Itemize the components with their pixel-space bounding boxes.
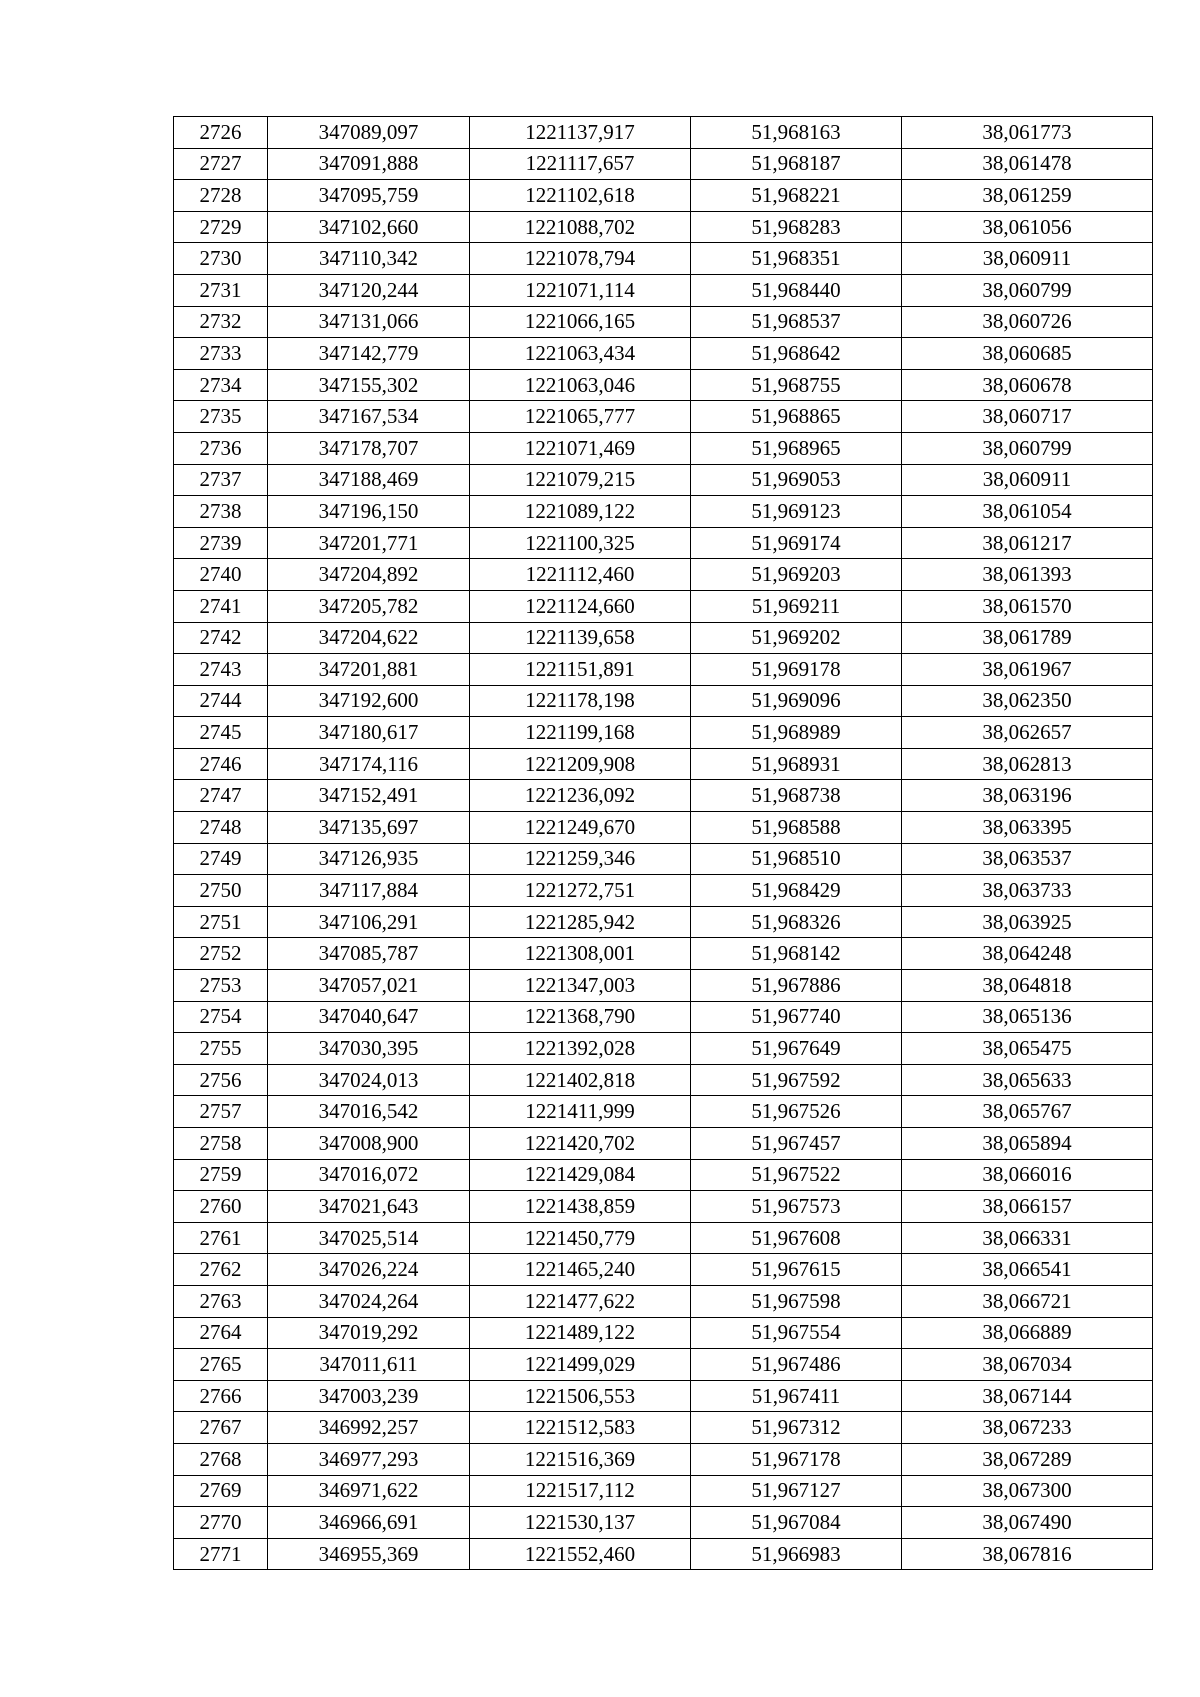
table-row <box>174 369 1153 401</box>
latitude-cell: 51,969202 <box>691 622 902 654</box>
coord-x-cell: 347089,097 <box>268 117 470 149</box>
longitude-cell: 38,064818 <box>902 970 1153 1002</box>
latitude-cell: 51,968755 <box>691 369 902 401</box>
table-row <box>174 654 1153 686</box>
table-row <box>174 243 1153 275</box>
longitude-cell: 38,061789 <box>902 622 1153 654</box>
coord-x-cell: 347110,342 <box>268 243 470 275</box>
longitude-cell: 38,066541 <box>902 1254 1153 1286</box>
coord-x-cell: 347178,707 <box>268 432 470 464</box>
point-number-cell: 2758 <box>174 1128 268 1160</box>
table-row <box>174 1064 1153 1096</box>
coord-x-cell: 347024,013 <box>268 1064 470 1096</box>
point-number-cell: 2762 <box>174 1254 268 1286</box>
point-number-cell: 2726 <box>174 117 268 149</box>
latitude-cell: 51,966983 <box>691 1538 902 1570</box>
table-row <box>174 1159 1153 1191</box>
table-row <box>174 748 1153 780</box>
latitude-cell: 51,967522 <box>691 1159 902 1191</box>
point-number-cell: 2729 <box>174 211 268 243</box>
longitude-cell: 38,065633 <box>902 1064 1153 1096</box>
point-number-cell: 2727 <box>174 148 268 180</box>
latitude-cell: 51,968187 <box>691 148 902 180</box>
table-row <box>174 1443 1153 1475</box>
coord-x-cell: 347126,935 <box>268 843 470 875</box>
point-number-cell: 2749 <box>174 843 268 875</box>
longitude-cell: 38,060911 <box>902 464 1153 496</box>
point-number-cell: 2760 <box>174 1191 268 1223</box>
longitude-cell: 38,063395 <box>902 812 1153 844</box>
longitude-cell: 38,065136 <box>902 1001 1153 1033</box>
table-row <box>174 1096 1153 1128</box>
coord-y-cell: 1221249,670 <box>470 812 691 844</box>
point-number-cell: 2737 <box>174 464 268 496</box>
longitude-cell: 38,065475 <box>902 1033 1153 1065</box>
longitude-cell: 38,062350 <box>902 685 1153 717</box>
point-number-cell: 2757 <box>174 1096 268 1128</box>
latitude-cell: 51,967411 <box>691 1380 902 1412</box>
latitude-cell: 51,967886 <box>691 970 902 1002</box>
longitude-cell: 38,060678 <box>902 369 1153 401</box>
table-row <box>174 1254 1153 1286</box>
coord-x-cell: 346977,293 <box>268 1443 470 1475</box>
longitude-cell: 38,061478 <box>902 148 1153 180</box>
point-number-cell: 2768 <box>174 1443 268 1475</box>
coord-y-cell: 1221066,165 <box>470 306 691 338</box>
coord-x-cell: 347019,292 <box>268 1317 470 1349</box>
coord-y-cell: 1221347,003 <box>470 970 691 1002</box>
coord-x-cell: 347117,884 <box>268 875 470 907</box>
coord-y-cell: 1221079,215 <box>470 464 691 496</box>
latitude-cell: 51,967526 <box>691 1096 902 1128</box>
longitude-cell: 38,064248 <box>902 938 1153 970</box>
coord-x-cell: 347024,264 <box>268 1285 470 1317</box>
coord-x-cell: 347192,600 <box>268 685 470 717</box>
coord-y-cell: 1221392,028 <box>470 1033 691 1065</box>
latitude-cell: 51,968965 <box>691 432 902 464</box>
longitude-cell: 38,067034 <box>902 1349 1153 1381</box>
point-number-cell: 2752 <box>174 938 268 970</box>
latitude-cell: 51,967649 <box>691 1033 902 1065</box>
longitude-cell: 38,063537 <box>902 843 1153 875</box>
table-row <box>174 464 1153 496</box>
longitude-cell: 38,067490 <box>902 1507 1153 1539</box>
table-row <box>174 1285 1153 1317</box>
table-row <box>174 812 1153 844</box>
point-number-cell: 2766 <box>174 1380 268 1412</box>
coord-y-cell: 1221112,460 <box>470 559 691 591</box>
point-number-cell: 2750 <box>174 875 268 907</box>
latitude-cell: 51,968163 <box>691 117 902 149</box>
coord-x-cell: 347003,239 <box>268 1380 470 1412</box>
coord-x-cell: 347180,617 <box>268 717 470 749</box>
latitude-cell: 51,967127 <box>691 1475 902 1507</box>
coord-y-cell: 1221499,029 <box>470 1349 691 1381</box>
latitude-cell: 51,969178 <box>691 654 902 686</box>
coord-x-cell: 347025,514 <box>268 1222 470 1254</box>
coord-y-cell: 1221071,469 <box>470 432 691 464</box>
coord-y-cell: 1221151,891 <box>470 654 691 686</box>
coord-x-cell: 347106,291 <box>268 906 470 938</box>
coord-y-cell: 1221552,460 <box>470 1538 691 1570</box>
coord-y-cell: 1221088,702 <box>470 211 691 243</box>
longitude-cell: 38,061054 <box>902 496 1153 528</box>
latitude-cell: 51,968142 <box>691 938 902 970</box>
coord-y-cell: 1221308,001 <box>470 938 691 970</box>
longitude-cell: 38,061773 <box>902 117 1153 149</box>
coord-x-cell: 347095,759 <box>268 180 470 212</box>
point-number-cell: 2769 <box>174 1475 268 1507</box>
longitude-cell: 38,061259 <box>902 180 1153 212</box>
table-row <box>174 117 1153 149</box>
coord-x-cell: 347135,697 <box>268 812 470 844</box>
point-number-cell: 2730 <box>174 243 268 275</box>
coord-x-cell: 347167,534 <box>268 401 470 433</box>
table-row <box>174 906 1153 938</box>
coord-x-cell: 347131,066 <box>268 306 470 338</box>
coord-y-cell: 1221512,583 <box>470 1412 691 1444</box>
coord-x-cell: 347040,647 <box>268 1001 470 1033</box>
longitude-cell: 38,060799 <box>902 432 1153 464</box>
coord-x-cell: 347188,469 <box>268 464 470 496</box>
coord-y-cell: 1221063,046 <box>470 369 691 401</box>
table-row <box>174 875 1153 907</box>
coord-x-cell: 347120,244 <box>268 274 470 306</box>
latitude-cell: 51,967598 <box>691 1285 902 1317</box>
coord-x-cell: 346971,622 <box>268 1475 470 1507</box>
longitude-cell: 38,063196 <box>902 780 1153 812</box>
latitude-cell: 51,968283 <box>691 211 902 243</box>
table-row <box>174 432 1153 464</box>
coord-y-cell: 1221516,369 <box>470 1443 691 1475</box>
table-row <box>174 306 1153 338</box>
point-number-cell: 2736 <box>174 432 268 464</box>
point-number-cell: 2741 <box>174 590 268 622</box>
latitude-cell: 51,969174 <box>691 527 902 559</box>
table-row <box>174 496 1153 528</box>
coord-x-cell: 347085,787 <box>268 938 470 970</box>
coord-x-cell: 347201,771 <box>268 527 470 559</box>
table-row <box>174 1222 1153 1254</box>
table-row <box>174 1380 1153 1412</box>
point-number-cell: 2744 <box>174 685 268 717</box>
table-row <box>174 1317 1153 1349</box>
table-row <box>174 180 1153 212</box>
coord-y-cell: 1221078,794 <box>470 243 691 275</box>
latitude-cell: 51,969203 <box>691 559 902 591</box>
coord-x-cell: 347021,643 <box>268 1191 470 1223</box>
latitude-cell: 51,967554 <box>691 1317 902 1349</box>
coord-x-cell: 347196,150 <box>268 496 470 528</box>
coord-y-cell: 1221438,859 <box>470 1191 691 1223</box>
point-number-cell: 2770 <box>174 1507 268 1539</box>
coord-x-cell: 347016,542 <box>268 1096 470 1128</box>
point-number-cell: 2739 <box>174 527 268 559</box>
coord-y-cell: 1221137,917 <box>470 117 691 149</box>
latitude-cell: 51,967486 <box>691 1349 902 1381</box>
coord-x-cell: 347026,224 <box>268 1254 470 1286</box>
longitude-cell: 38,067816 <box>902 1538 1153 1570</box>
latitude-cell: 51,968326 <box>691 906 902 938</box>
coord-y-cell: 1221259,346 <box>470 843 691 875</box>
coord-x-cell: 347057,021 <box>268 970 470 1002</box>
coord-x-cell: 347091,888 <box>268 148 470 180</box>
latitude-cell: 51,968351 <box>691 243 902 275</box>
longitude-cell: 38,060799 <box>902 274 1153 306</box>
point-number-cell: 2759 <box>174 1159 268 1191</box>
coord-x-cell: 346992,257 <box>268 1412 470 1444</box>
latitude-cell: 51,969096 <box>691 685 902 717</box>
longitude-cell: 38,065767 <box>902 1096 1153 1128</box>
point-number-cell: 2735 <box>174 401 268 433</box>
table-row <box>174 938 1153 970</box>
latitude-cell: 51,967312 <box>691 1412 902 1444</box>
latitude-cell: 51,968510 <box>691 843 902 875</box>
point-number-cell: 2756 <box>174 1064 268 1096</box>
latitude-cell: 51,968440 <box>691 274 902 306</box>
coord-y-cell: 1221402,818 <box>470 1064 691 1096</box>
coord-x-cell: 346966,691 <box>268 1507 470 1539</box>
table-row <box>174 401 1153 433</box>
latitude-cell: 51,968931 <box>691 748 902 780</box>
longitude-cell: 38,067300 <box>902 1475 1153 1507</box>
coordinates-table <box>173 116 1153 1570</box>
coord-x-cell: 346955,369 <box>268 1538 470 1570</box>
latitude-cell: 51,968865 <box>691 401 902 433</box>
point-number-cell: 2761 <box>174 1222 268 1254</box>
table-row <box>174 843 1153 875</box>
coord-y-cell: 1221065,777 <box>470 401 691 433</box>
point-number-cell: 2747 <box>174 780 268 812</box>
point-number-cell: 2751 <box>174 906 268 938</box>
longitude-cell: 38,061967 <box>902 654 1153 686</box>
coord-y-cell: 1221102,618 <box>470 180 691 212</box>
coord-y-cell: 1221420,702 <box>470 1128 691 1160</box>
longitude-cell: 38,061393 <box>902 559 1153 591</box>
longitude-cell: 38,062813 <box>902 748 1153 780</box>
latitude-cell: 51,968537 <box>691 306 902 338</box>
table-row <box>174 274 1153 306</box>
latitude-cell: 51,967178 <box>691 1443 902 1475</box>
coord-x-cell: 347155,302 <box>268 369 470 401</box>
latitude-cell: 51,968429 <box>691 875 902 907</box>
table-row <box>174 1033 1153 1065</box>
point-number-cell: 2754 <box>174 1001 268 1033</box>
table-row <box>174 148 1153 180</box>
latitude-cell: 51,967084 <box>691 1507 902 1539</box>
table-row <box>174 211 1153 243</box>
longitude-cell: 38,060717 <box>902 401 1153 433</box>
coordinates-table-body <box>174 117 1153 1570</box>
point-number-cell: 2734 <box>174 369 268 401</box>
table-row <box>174 1475 1153 1507</box>
table-row <box>174 1001 1153 1033</box>
longitude-cell: 38,060726 <box>902 306 1153 338</box>
table-row <box>174 1191 1153 1223</box>
coord-y-cell: 1221100,325 <box>470 527 691 559</box>
point-number-cell: 2767 <box>174 1412 268 1444</box>
coord-y-cell: 1221506,553 <box>470 1380 691 1412</box>
latitude-cell: 51,967573 <box>691 1191 902 1223</box>
latitude-cell: 51,968642 <box>691 338 902 370</box>
point-number-cell: 2733 <box>174 338 268 370</box>
table-row <box>174 685 1153 717</box>
coord-y-cell: 1221477,622 <box>470 1285 691 1317</box>
table-row <box>174 622 1153 654</box>
point-number-cell: 2763 <box>174 1285 268 1317</box>
longitude-cell: 38,066157 <box>902 1191 1153 1223</box>
table-row <box>174 559 1153 591</box>
table-row <box>174 1507 1153 1539</box>
point-number-cell: 2728 <box>174 180 268 212</box>
table-row <box>174 717 1153 749</box>
longitude-cell: 38,065894 <box>902 1128 1153 1160</box>
coord-y-cell: 1221489,122 <box>470 1317 691 1349</box>
point-number-cell: 2732 <box>174 306 268 338</box>
longitude-cell: 38,067233 <box>902 1412 1153 1444</box>
coord-y-cell: 1221089,122 <box>470 496 691 528</box>
latitude-cell: 51,969211 <box>691 590 902 622</box>
longitude-cell: 38,066331 <box>902 1222 1153 1254</box>
point-number-cell: 2731 <box>174 274 268 306</box>
point-number-cell: 2753 <box>174 970 268 1002</box>
coord-x-cell: 347008,900 <box>268 1128 470 1160</box>
longitude-cell: 38,060685 <box>902 338 1153 370</box>
point-number-cell: 2743 <box>174 654 268 686</box>
longitude-cell: 38,061056 <box>902 211 1153 243</box>
coord-x-cell: 347142,779 <box>268 338 470 370</box>
table-row <box>174 780 1153 812</box>
coord-y-cell: 1221450,779 <box>470 1222 691 1254</box>
latitude-cell: 51,968221 <box>691 180 902 212</box>
point-number-cell: 2746 <box>174 748 268 780</box>
coord-y-cell: 1221411,999 <box>470 1096 691 1128</box>
coord-y-cell: 1221236,092 <box>470 780 691 812</box>
coord-x-cell: 347016,072 <box>268 1159 470 1191</box>
latitude-cell: 51,967615 <box>691 1254 902 1286</box>
longitude-cell: 38,067289 <box>902 1443 1153 1475</box>
coord-y-cell: 1221063,434 <box>470 338 691 370</box>
coord-y-cell: 1221272,751 <box>470 875 691 907</box>
latitude-cell: 51,968738 <box>691 780 902 812</box>
table-row <box>174 338 1153 370</box>
latitude-cell: 51,968989 <box>691 717 902 749</box>
longitude-cell: 38,061570 <box>902 590 1153 622</box>
coord-x-cell: 347204,892 <box>268 559 470 591</box>
latitude-cell: 51,967592 <box>691 1064 902 1096</box>
coord-y-cell: 1221368,790 <box>470 1001 691 1033</box>
table-row <box>174 1128 1153 1160</box>
table-row <box>174 1349 1153 1381</box>
latitude-cell: 51,967608 <box>691 1222 902 1254</box>
point-number-cell: 2765 <box>174 1349 268 1381</box>
coord-x-cell: 347204,622 <box>268 622 470 654</box>
longitude-cell: 38,062657 <box>902 717 1153 749</box>
coord-y-cell: 1221429,084 <box>470 1159 691 1191</box>
table-row <box>174 527 1153 559</box>
latitude-cell: 51,969123 <box>691 496 902 528</box>
coord-y-cell: 1221209,908 <box>470 748 691 780</box>
point-number-cell: 2748 <box>174 812 268 844</box>
coord-x-cell: 347174,116 <box>268 748 470 780</box>
latitude-cell: 51,968588 <box>691 812 902 844</box>
latitude-cell: 51,967457 <box>691 1128 902 1160</box>
longitude-cell: 38,061217 <box>902 527 1153 559</box>
coord-x-cell: 347205,782 <box>268 590 470 622</box>
coord-y-cell: 1221199,168 <box>470 717 691 749</box>
latitude-cell: 51,967740 <box>691 1001 902 1033</box>
table-row <box>174 590 1153 622</box>
longitude-cell: 38,060911 <box>902 243 1153 275</box>
longitude-cell: 38,066016 <box>902 1159 1153 1191</box>
coord-y-cell: 1221465,240 <box>470 1254 691 1286</box>
coord-y-cell: 1221139,658 <box>470 622 691 654</box>
point-number-cell: 2738 <box>174 496 268 528</box>
coord-x-cell: 347102,660 <box>268 211 470 243</box>
latitude-cell: 51,969053 <box>691 464 902 496</box>
coord-y-cell: 1221285,942 <box>470 906 691 938</box>
longitude-cell: 38,063925 <box>902 906 1153 938</box>
longitude-cell: 38,063733 <box>902 875 1153 907</box>
table-row <box>174 1412 1153 1444</box>
longitude-cell: 38,066889 <box>902 1317 1153 1349</box>
point-number-cell: 2755 <box>174 1033 268 1065</box>
coord-y-cell: 1221530,137 <box>470 1507 691 1539</box>
coord-x-cell: 347030,395 <box>268 1033 470 1065</box>
point-number-cell: 2742 <box>174 622 268 654</box>
coord-x-cell: 347011,611 <box>268 1349 470 1381</box>
coord-y-cell: 1221124,660 <box>470 590 691 622</box>
coord-x-cell: 347201,881 <box>268 654 470 686</box>
coord-y-cell: 1221117,657 <box>470 148 691 180</box>
longitude-cell: 38,066721 <box>902 1285 1153 1317</box>
coord-x-cell: 347152,491 <box>268 780 470 812</box>
point-number-cell: 2745 <box>174 717 268 749</box>
point-number-cell: 2764 <box>174 1317 268 1349</box>
point-number-cell: 2771 <box>174 1538 268 1570</box>
point-number-cell: 2740 <box>174 559 268 591</box>
coord-y-cell: 1221071,114 <box>470 274 691 306</box>
table-row <box>174 1538 1153 1570</box>
coord-y-cell: 1221517,112 <box>470 1475 691 1507</box>
coord-y-cell: 1221178,198 <box>470 685 691 717</box>
longitude-cell: 38,067144 <box>902 1380 1153 1412</box>
table-row <box>174 970 1153 1002</box>
